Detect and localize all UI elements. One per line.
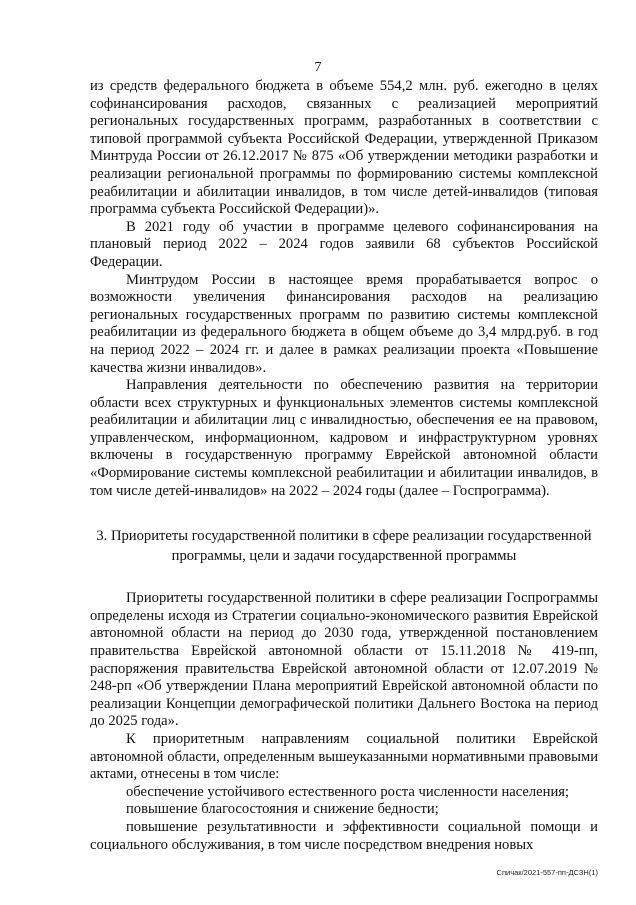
paragraph-priority-directions: К приоритетным направлениям социальной политики Еврейской автономной области, определенным вышеуказанными нормативными правовыми актами, отнесены в том числе: xyxy=(90,731,598,783)
page-number: 7 xyxy=(314,60,322,75)
list-item-welfare: повышение благосостояния и снижение бедности; xyxy=(126,801,439,818)
section-heading: 3. Приоритеты государственной политики в сфере реализации государственной программы, цели и задачи государственной программы xyxy=(96,528,592,565)
document-body xyxy=(90,78,598,854)
paragraph-continuation: из средств федерального бюджета в объеме 554,2 млн. руб. ежегодно в целях софинансирования расходов, связанных с реализацией мероприятий региональных государственных программ, разработанных в соответствии с типовой программой субъекта Российской Федерации, утвержденной Приказом Минтруда России от 26.12.2017 № 875 «Об утверждении методики разработки и реализации региональной программы по формированию системы комплексной реабилитации и абилитации инвалидов, в том числе детей-инвалидов (типовая программа субъекта Российской Федерации)». xyxy=(90,78,598,218)
document-code: Спичак/2021-557-пп-ДСЗН(1) xyxy=(496,868,598,877)
list-item-social-assistance: повышение результативности и эффективности социальной помощи и социального обслуживания, в том числе посредством внедрения новых xyxy=(90,818,598,853)
paragraph-participation: В 2021 году об участии в программе целевого софинансирования на плановый период 2022 – 2024 годов заявили 68 субъектов Российской Федерации. xyxy=(90,218,598,270)
paragraph-priorities: Приоритеты государственной политики в сфере реализации Госпрограммы определены исходя из Стратегии социально-экономического развития Еврейской автономной области на период до 2030 года, утвержденной постановлением правительства Еврейской автономной области от 15.11.2018 № 419-пп, распоряжения правительства Еврейской автономной области от 12.07.2019 № 248-рп «Об утверждении Плана мероприятий Еврейской автономной области по реализации Концепции демографической политики Дальнего Востока на период до 2025 года». xyxy=(90,590,598,730)
paragraph-directions: Направления деятельности по обеспечению развития на территории области всех структурных и функциональных элементов системы комплексной реабилитации и абилитации лиц с инвалидностью, обеспечения ее на правовом, управленческом, информационном, кадровом и инфраструктурном уровнях включены в государственную программу Еврейской автономной области «Формирование системы комплексной реабилитации и абилитации инвалидов, в том числе детей-инвалидов» на 2022 – 2024 годы (далее – Госпрограмма). xyxy=(90,377,598,499)
paragraph-mintrud: Минтрудом России в настоящее время прорабатывается вопрос о возможности увеличения финансирования расходов на реализацию региональных государственных программ по развитию системы комплексной реабилитации из федерального бюджета в общем объеме до 3,4 млрд.руб. в год на период 2022 – 2024 гг. и далее в рамках реализации проекта «Повышение качества жизни инвалидов». xyxy=(90,271,598,376)
list-item-population-growth: обеспечение устойчивого естественного роста численности населения; xyxy=(126,783,570,800)
